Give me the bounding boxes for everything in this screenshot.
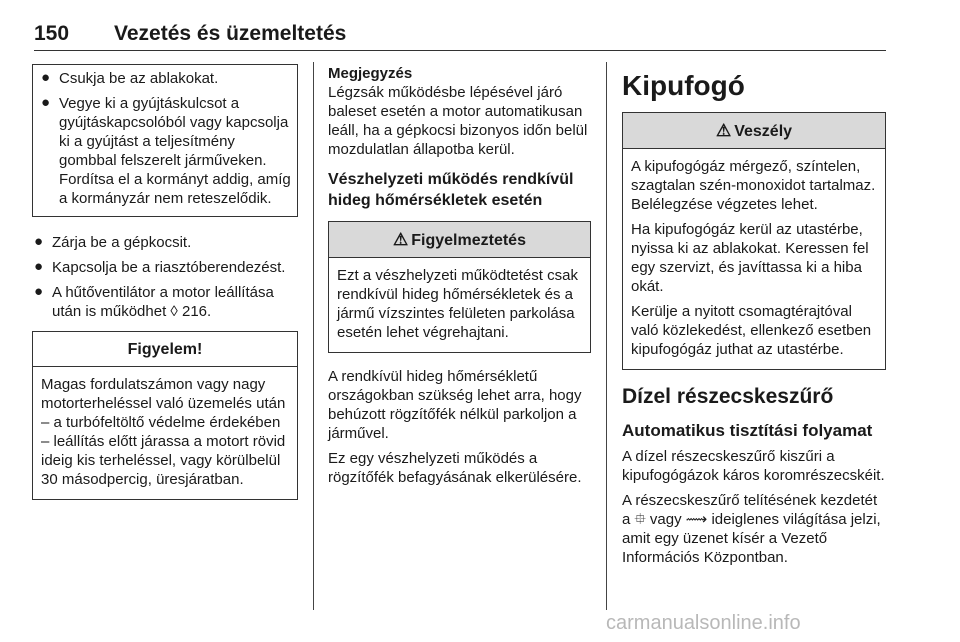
bullet-icon: ● <box>34 283 44 300</box>
list-item <box>32 283 298 321</box>
column-2 <box>328 64 591 493</box>
column-1 <box>32 64 298 500</box>
list-item-text: Kapcsolja be a riasztóberendezést. <box>52 259 286 276</box>
warning-box <box>328 221 591 353</box>
paragraph: A dízel részecskeszűrő kiszűri a kipufogógázok káros koromrészecskéit. <box>622 448 885 484</box>
list-item <box>39 69 291 88</box>
warning-box-title: Figyelmeztetés <box>411 232 526 249</box>
column-3 <box>622 64 886 573</box>
list-item-text: Csukja be az ablakokat. <box>59 70 219 87</box>
page-header <box>34 22 886 50</box>
column-divider-2 <box>606 62 607 610</box>
danger-paragraph: Kerülje a nyitott csomagtérajtóval való közlekedést, ellenkező esetben kipufogógáz juthat az utastérbe. <box>631 303 872 358</box>
attention-box-text: Magas fordulatszámon vagy nagy motorterheléssel való üzemelés után – a turbófeltöltő védelme érdekében – leállítás előtt járassa a motort rövid ideig kis terheléssel, vagy körülbelül 30 másodpercig, üresjáratban. <box>41 376 286 488</box>
danger-box-title: Veszély <box>734 123 793 140</box>
paragraph: A rendkívül hideg hőmérsékletű országokban szükség lehet arra, hogy behúzott rögzítőfék nélkül parkoljon a járművel. <box>328 368 582 442</box>
note-text: Légzsák működésbe lépésével járó baleset esetén a motor automatikusan leáll, ha a gépkocsi bizonyos időn belül mozdulatlan állapotba kerül. <box>328 84 588 158</box>
list-item <box>32 233 298 252</box>
danger-paragraph: Ha kipufogógáz kerül az utastérbe, nyissa ki az ablakokat. Keressen fel egy szervizt, és javíttassa ki a hiba okát. <box>631 221 869 295</box>
warning-box-header <box>329 222 590 258</box>
bullet-icon: ● <box>34 233 44 250</box>
list-item-text: Vegye ki a gyújtáskulcsot a gyújtáskapcsolóból vagy kapcsolja ki a gyújtást a teljesítmény gombbal felszerelt járműveken. Fordítsa el a kormányt addig, amíg a kormányzár nem reteszelődik. <box>59 95 291 207</box>
danger-paragraph: A kipufogógáz mérgező, színtelen, szagtalan szén-monoxidot tartalmaz. Belélegzése végzetes lehet. <box>631 158 876 213</box>
subsection-title: Dízel részecskeszűrő <box>622 385 834 408</box>
page-title: Vezetés és üzemeltetés <box>114 22 347 45</box>
bullet-icon: ● <box>41 94 51 111</box>
watermark: carmanualsonline.info <box>606 612 801 634</box>
page-number: 150 <box>34 22 70 45</box>
list-item-text: Zárja be a gépkocsit. <box>52 234 192 251</box>
warning-box-text: Ezt a vészhelyzeti működtetést csak rendkívül hideg hőmérsékletek és a jármű vízszintes felületen parkolása esetén lehet végrehajtani. <box>337 267 578 341</box>
subsection-heading: Automatikus tisztítási folyamat <box>622 421 873 440</box>
paragraph: Ez egy vészhelyzeti működés a rögzítőfék befagyásának elkerülésére. <box>328 450 582 486</box>
bullet-icon: ● <box>34 258 44 275</box>
note-title: Megjegyzés <box>328 65 413 82</box>
list-item <box>32 258 298 277</box>
list-item-text: A hűtőventilátor a motor leállítása után is működhet ◊ 216. <box>52 284 274 320</box>
section-heading: Vészhelyzeti működés rendkívül hideg hőmérsékletek esetén <box>328 171 574 209</box>
bullet-icon: ● <box>41 69 51 86</box>
section-title: Kipufogó <box>622 70 745 101</box>
warning-icon: ⚠ <box>393 230 409 249</box>
danger-box-header <box>623 113 885 149</box>
steps-box <box>32 64 298 217</box>
paragraph: A részecskeszűrő telítésének kezdetét a ⯐ vagy ⟿ ideiglenes világítása jelzi, amit egy üzenet kísér a Vezető Információs Központban. <box>622 492 881 566</box>
column-divider-1 <box>313 62 314 610</box>
list-item <box>39 94 291 208</box>
header-rule <box>34 50 886 51</box>
danger-box <box>622 112 886 370</box>
attention-box <box>32 331 298 500</box>
warning-icon: ⚠ <box>715 121 732 140</box>
attention-box-title: Figyelem! <box>33 332 297 367</box>
